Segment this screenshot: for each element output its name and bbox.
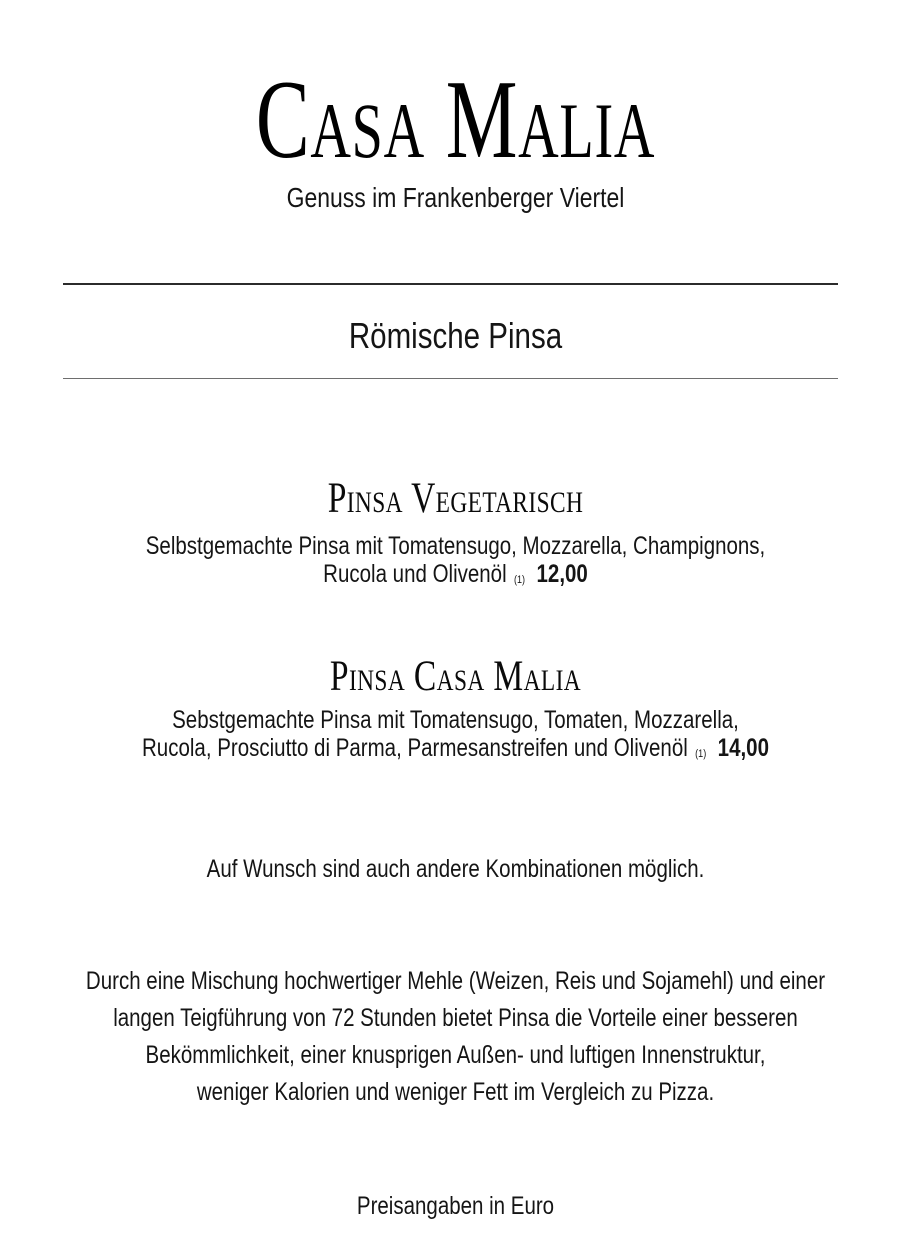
item-description-line-1: Selbstgemachte Pinsa mit Tomatensugo, Mozzarella, Champignons, bbox=[145, 532, 766, 560]
pinsa-info-paragraph bbox=[82, 963, 829, 1111]
section-divider-top bbox=[63, 283, 838, 285]
item-price: 14,00 bbox=[717, 734, 769, 762]
price-currency-note: Preisangaben in Euro bbox=[356, 1192, 555, 1220]
footnote-marker: (1) bbox=[514, 574, 526, 586]
item-description bbox=[82, 532, 829, 594]
item-description-text: Rucola und Olivenöl bbox=[323, 560, 507, 588]
item-name: Pinsa Vegetarisch bbox=[327, 475, 584, 522]
item-name: Pinsa Casa Malia bbox=[329, 653, 582, 700]
item-description-line-2 bbox=[82, 734, 829, 768]
info-line-1: Durch eine Mischung hochwertiger Mehle (Weizen, Reis und Sojamehl) und einer bbox=[85, 967, 826, 995]
restaurant-tagline: Genuss im Frankenberger Viertel bbox=[286, 182, 625, 213]
item-description-text: Rucola, Prosciutto di Parma, Parmesanstreifen und Olivenöl bbox=[142, 734, 688, 762]
item-description-line-1: Sebstgemachte Pinsa mit Tomatensugo, Tomaten, Mozzarella, bbox=[172, 706, 739, 734]
restaurant-name: Casa Malia bbox=[255, 58, 656, 182]
item-description bbox=[82, 706, 829, 768]
section-divider-bottom bbox=[63, 378, 838, 379]
item-description-line-2 bbox=[82, 560, 829, 594]
info-line-2: langen Teigführung von 72 Stunden bietet Pinsa die Vorteile einer besseren bbox=[113, 1004, 798, 1032]
section-title: Römische Pinsa bbox=[348, 315, 563, 356]
combinations-note: Auf Wunsch sind auch andere Kombinationen möglich. bbox=[206, 855, 705, 883]
info-line-4: weniger Kalorien und weniger Fett im Vergleich zu Pizza. bbox=[196, 1078, 715, 1106]
item-price: 12,00 bbox=[536, 560, 588, 588]
footnote-marker: (1) bbox=[695, 748, 707, 760]
info-line-3: Bekömmlichkeit, einer knusprigen Außen- und luftigen Innenstruktur, bbox=[145, 1041, 766, 1069]
